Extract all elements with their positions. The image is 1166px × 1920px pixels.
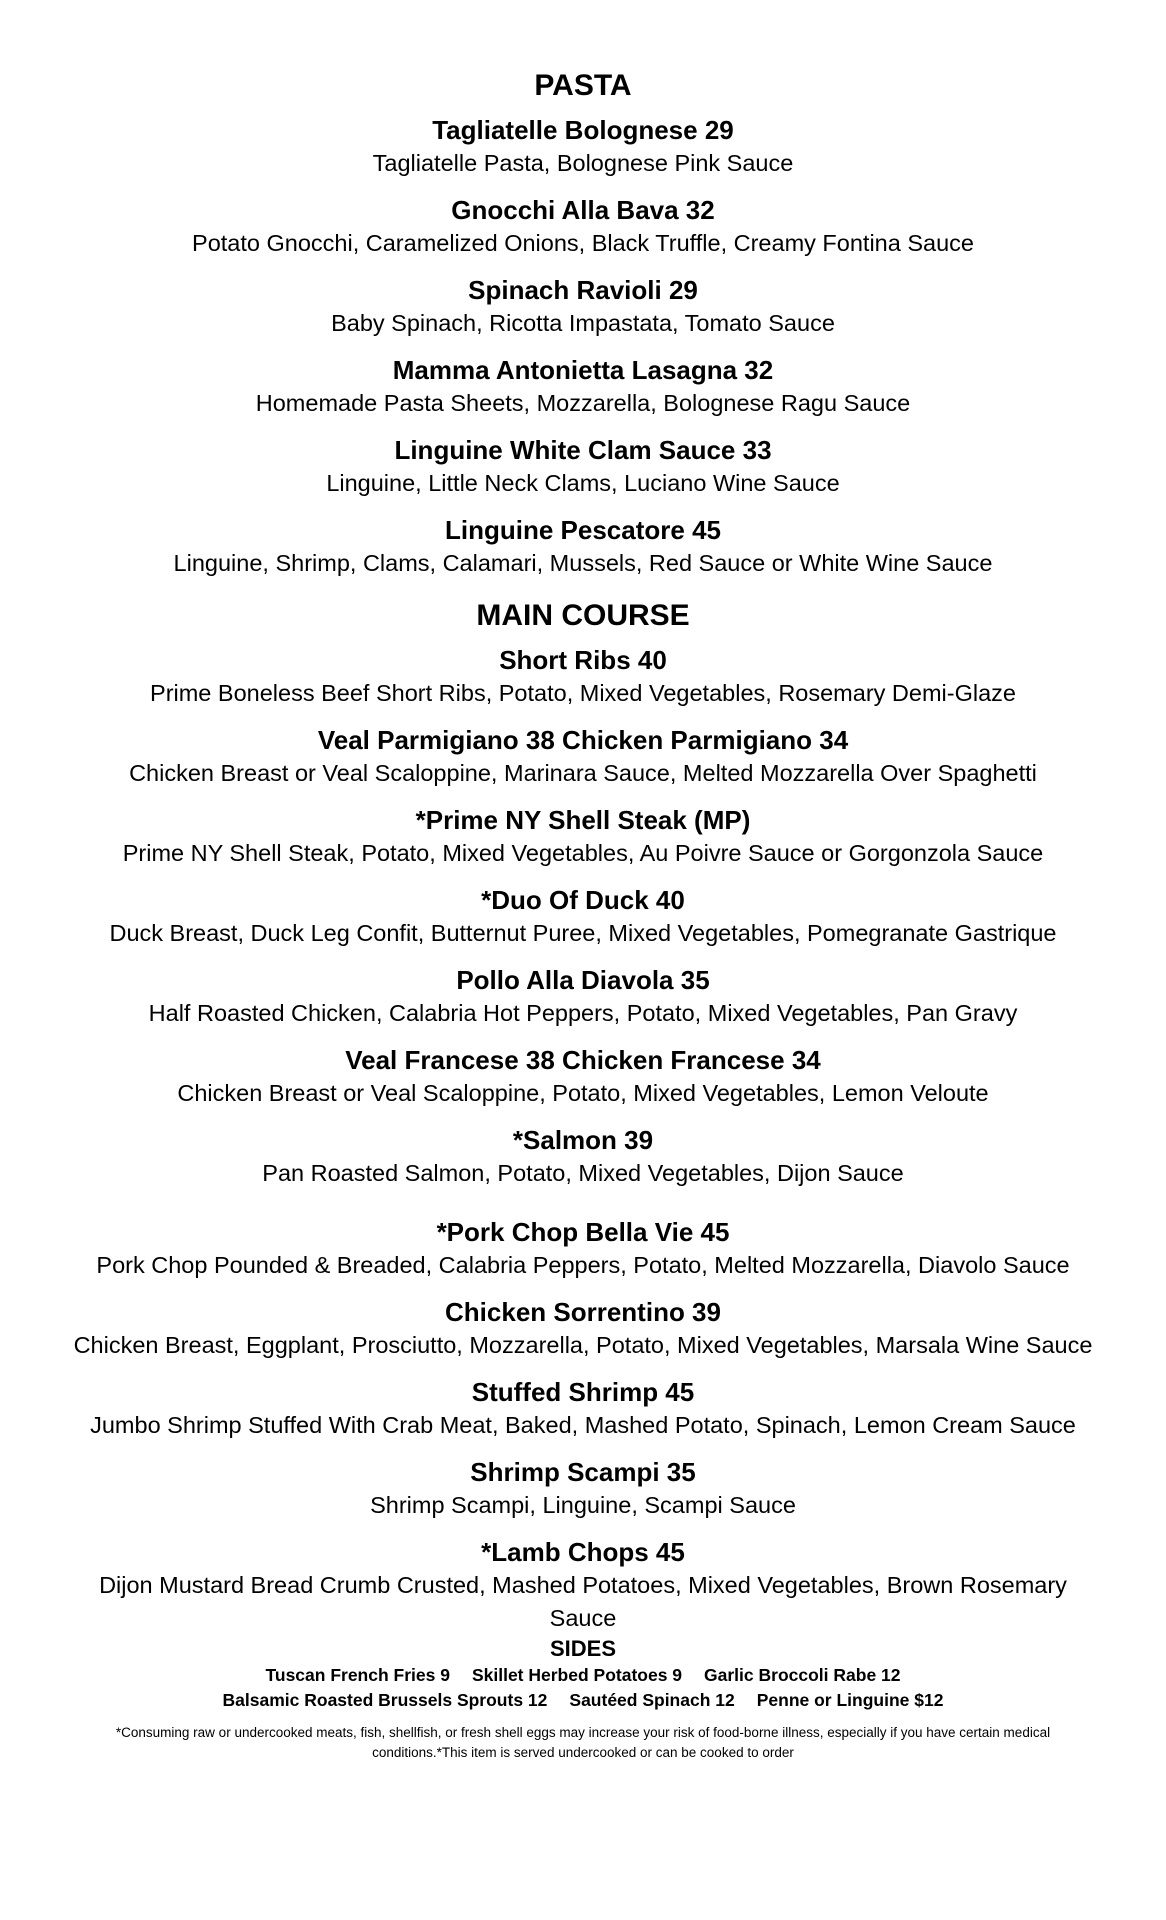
main-course-section-title: MAIN COURSE xyxy=(476,599,690,632)
item-name: Veal Parmigiano 38 Chicken Parmigiano 34 xyxy=(317,725,849,755)
menu-item xyxy=(70,1216,1096,1282)
sides-line xyxy=(70,1663,1096,1688)
item-description: Pan Roasted Salmon, Potato, Mixed Vegetables, Dijon Sauce xyxy=(262,1160,904,1186)
side-item: Sautéed Spinach 12 xyxy=(569,1690,735,1710)
item-description: Prime Boneless Beef Short Ribs, Potato, Mixed Vegetables, Rosemary Demi-Glaze xyxy=(150,680,1016,706)
item-name: Veal Francese 38 Chicken Francese 34 xyxy=(345,1045,821,1075)
item-name: Linguine White Clam Sauce 33 xyxy=(394,435,772,465)
side-item: Skillet Herbed Potatoes 9 xyxy=(471,1665,683,1685)
item-name: *Duo Of Duck 40 xyxy=(481,885,685,915)
item-name: *Lamb Chops 45 xyxy=(481,1537,685,1567)
menu-item xyxy=(70,1044,1096,1110)
item-name: Tagliatelle Bolognese 29 xyxy=(432,115,734,145)
item-name: Chicken Sorrentino 39 xyxy=(445,1297,721,1327)
item-name: Stuffed Shrimp 45 xyxy=(471,1377,695,1407)
item-name: Gnocchi Alla Bava 32 xyxy=(451,195,715,225)
item-name: *Pork Chop Bella Vie 45 xyxy=(436,1217,730,1247)
sides-line xyxy=(70,1688,1096,1713)
item-description: Linguine, Shrimp, Clams, Calamari, Mussels, Red Sauce or White Wine Sauce xyxy=(173,550,993,576)
menu-item xyxy=(70,1376,1096,1442)
sides-section-title: SIDES xyxy=(549,1636,617,1661)
side-item: Balsamic Roasted Brussels Sprouts 12 xyxy=(222,1690,548,1710)
item-name: Shrimp Scampi 35 xyxy=(470,1457,696,1487)
item-name: Spinach Ravioli 29 xyxy=(468,275,698,305)
item-description: Linguine, Little Neck Clams, Luciano Wine Sauce xyxy=(326,470,840,496)
menu-item xyxy=(70,1536,1096,1635)
item-name: Short Ribs 40 xyxy=(499,645,667,675)
menu-item xyxy=(70,1456,1096,1522)
item-description: Dijon Mustard Bread Crumb Crusted, Mashed Potatoes, Mixed Vegetables, Brown Rosemary Sauce xyxy=(99,1572,1067,1631)
item-description: Chicken Breast, Eggplant, Prosciutto, Mozzarella, Potato, Mixed Vegetables, Marsala Wine Sauce xyxy=(73,1332,1093,1358)
item-name: Mamma Antonietta Lasagna 32 xyxy=(392,355,774,385)
menu-item xyxy=(70,1296,1096,1362)
menu-item xyxy=(70,884,1096,950)
item-description: Half Roasted Chicken, Calabria Hot Peppers, Potato, Mixed Vegetables, Pan Gravy xyxy=(148,1000,1018,1026)
menu-item xyxy=(70,644,1096,710)
item-name: *Salmon 39 xyxy=(512,1125,654,1155)
item-name: *Prime NY Shell Steak (MP) xyxy=(415,805,751,835)
item-description: Chicken Breast or Veal Scaloppine, Potato, Mixed Vegetables, Lemon Veloute xyxy=(177,1080,989,1106)
menu-item xyxy=(70,964,1096,1030)
item-description: Pork Chop Pounded & Breaded, Calabria Peppers, Potato, Melted Mozzarella, Diavolo Sauce xyxy=(96,1252,1070,1278)
menu-item xyxy=(70,274,1096,340)
item-description: Homemade Pasta Sheets, Mozzarella, Bolognese Ragu Sauce xyxy=(255,390,911,416)
disclaimer-text: *Consuming raw or undercooked meats, fish, shellfish, or fresh shell eggs may increase your risk of food-borne illness, especially if you have certain medical conditions.*This item is served undercooked or can be cooked to order xyxy=(115,1725,1051,1760)
item-name: Pollo Alla Diavola 35 xyxy=(456,965,710,995)
item-description: Potato Gnocchi, Caramelized Onions, Black Truffle, Creamy Fontina Sauce xyxy=(192,230,974,256)
pasta-section-title: PASTA xyxy=(534,69,632,102)
side-item: Penne or Linguine $12 xyxy=(756,1690,944,1710)
item-description: Chicken Breast or Veal Scaloppine, Marinara Sauce, Melted Mozzarella Over Spaghetti xyxy=(129,760,1037,786)
menu-item xyxy=(70,724,1096,790)
menu-item xyxy=(70,354,1096,420)
menu-item xyxy=(70,804,1096,870)
menu-item xyxy=(70,1124,1096,1190)
item-description: Jumbo Shrimp Stuffed With Crab Meat, Baked, Mashed Potato, Spinach, Lemon Cream Sauce xyxy=(90,1412,1076,1438)
item-description: Baby Spinach, Ricotta Impastata, Tomato Sauce xyxy=(331,310,835,336)
item-description: Prime NY Shell Steak, Potato, Mixed Vegetables, Au Poivre Sauce or Gorgonzola Sauce xyxy=(122,840,1044,866)
menu-item xyxy=(70,514,1096,580)
side-item: Garlic Broccoli Rabe 12 xyxy=(704,1665,901,1685)
menu-content xyxy=(70,68,1096,1763)
side-item: Tuscan French Fries 9 xyxy=(265,1665,450,1685)
menu-item xyxy=(70,194,1096,260)
item-description: Shrimp Scampi, Linguine, Scampi Sauce xyxy=(370,1492,796,1518)
menu-item xyxy=(70,114,1096,180)
menu-item xyxy=(70,434,1096,500)
item-name: Linguine Pescatore 45 xyxy=(445,515,721,545)
item-description: Tagliatelle Pasta, Bolognese Pink Sauce xyxy=(372,150,794,176)
item-description: Duck Breast, Duck Leg Confit, Butternut Puree, Mixed Vegetables, Pomegranate Gastrique xyxy=(109,920,1057,946)
